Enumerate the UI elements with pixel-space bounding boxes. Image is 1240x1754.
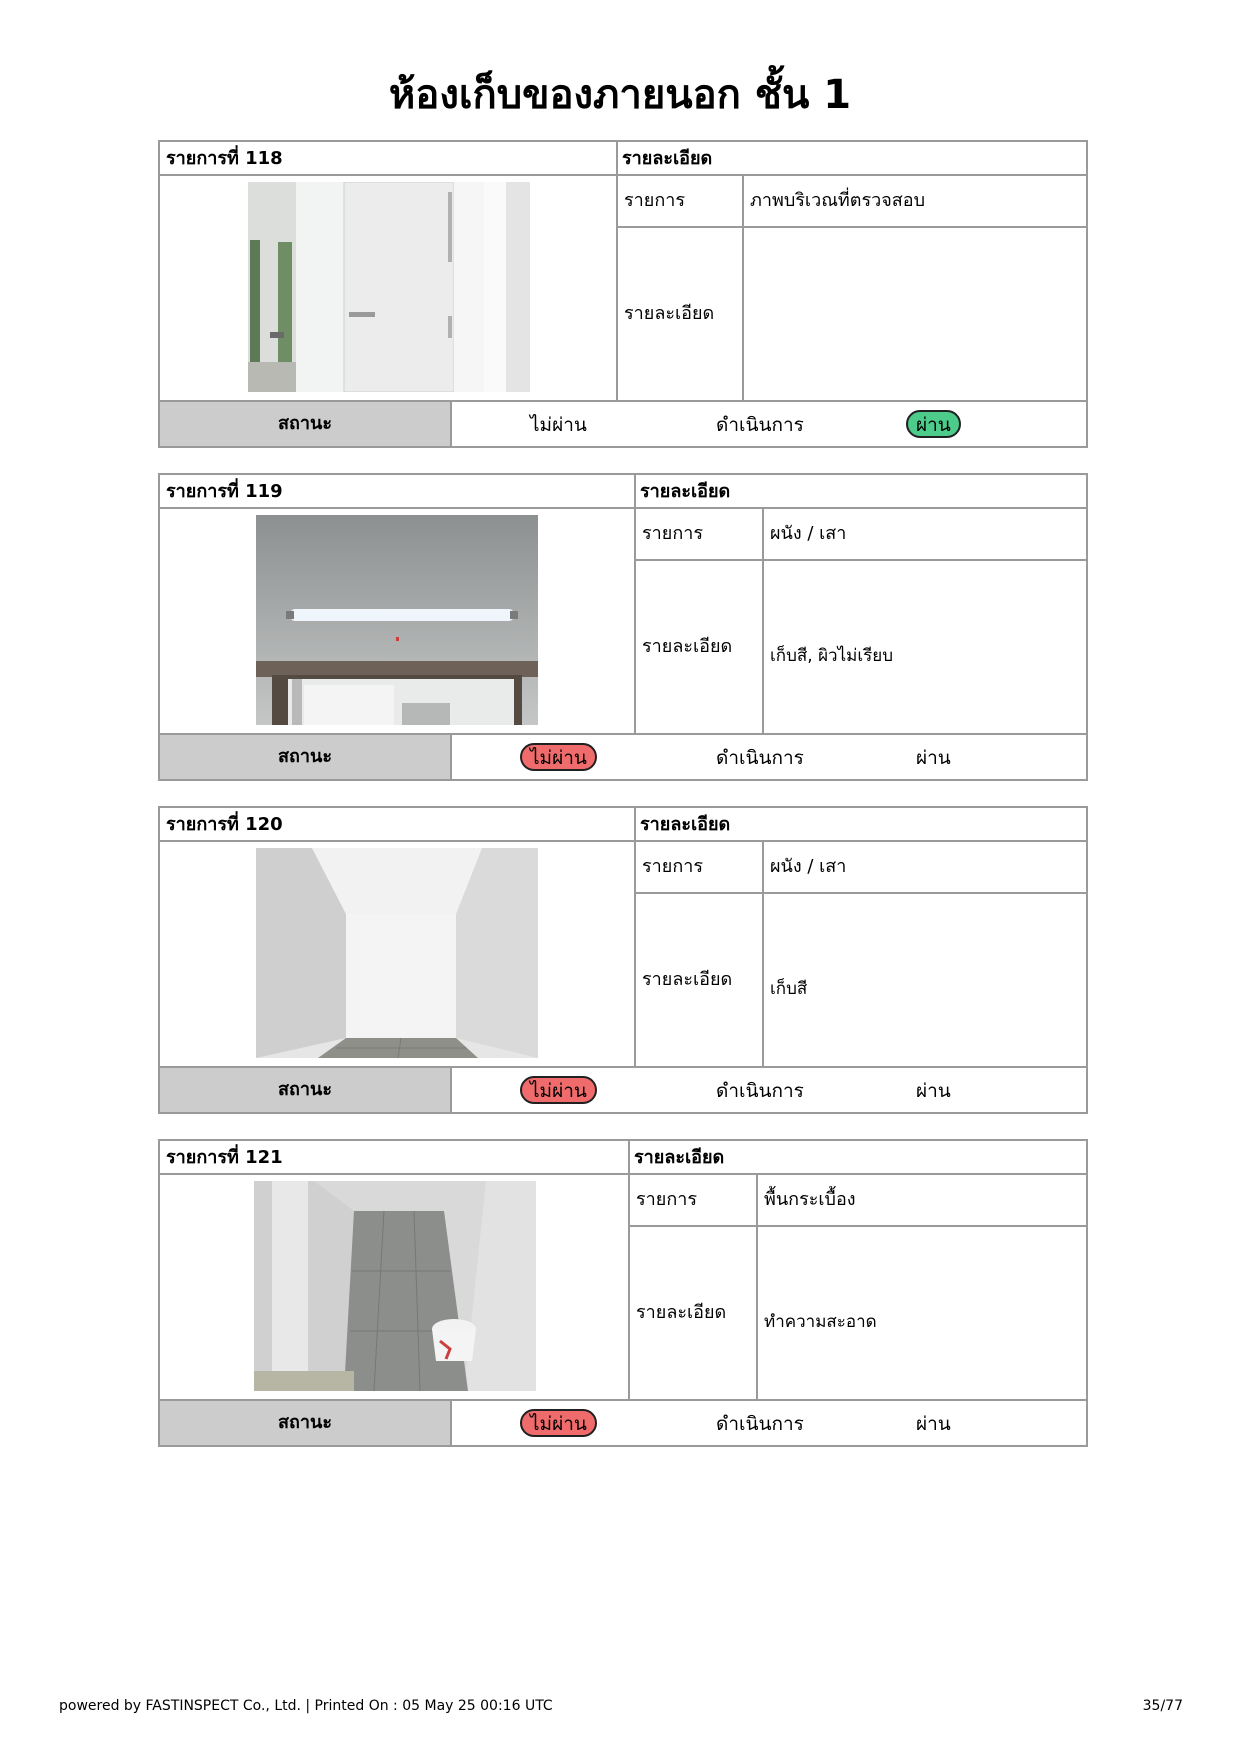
item-label: รายการ	[642, 523, 703, 544]
status-fail-option[interactable]: ไม่ผ่าน	[520, 743, 597, 771]
inspection-card-121	[158, 1139, 1088, 1447]
status-fail-option[interactable]: ไม่ผ่าน	[520, 1076, 597, 1104]
inspection-photo[interactable]	[256, 515, 538, 725]
status-in-progress-option[interactable]: ดำเนินการ	[716, 747, 804, 769]
status-label: สถานะ	[160, 402, 452, 446]
item-value: ภาพบริเวณที่ตรวจสอบ	[750, 190, 925, 211]
detail-value: เก็บสี, ผิวไม่เรียบ	[770, 646, 894, 666]
status-row	[160, 1399, 1086, 1445]
item-label: รายการ	[636, 1189, 697, 1210]
footer-printed-info: powered by FASTINSPECT Co., Ltd. | Printed On : 05 May 25 00:16 UTC	[59, 1698, 553, 1714]
inspection-card-118	[158, 140, 1088, 448]
card-header	[160, 808, 1086, 842]
inspection-photo[interactable]	[254, 1181, 536, 1391]
card-header	[160, 142, 1086, 176]
status-pass-option[interactable]: ผ่าน	[916, 1080, 951, 1102]
item-label: รายการ	[624, 190, 685, 211]
detail-header: รายละเอียด	[640, 481, 731, 502]
detail-label: รายละเอียด	[642, 969, 733, 990]
inspection-card-120	[158, 806, 1088, 1114]
page-number: 35/77	[1142, 1698, 1183, 1714]
status-pass-option[interactable]: ผ่าน	[906, 410, 961, 438]
detail-header: รายละเอียด	[640, 814, 731, 835]
inspection-card-119	[158, 473, 1088, 781]
detail-header: รายละเอียด	[634, 1147, 725, 1168]
status-label: สถานะ	[160, 735, 452, 779]
inspection-photo[interactable]	[256, 848, 538, 1058]
inspection-photo[interactable]	[248, 182, 530, 392]
card-header	[160, 475, 1086, 509]
item-value: ผนัง / เสา	[770, 856, 847, 877]
status-in-progress-option[interactable]: ดำเนินการ	[716, 1413, 804, 1435]
entry-number: รายการที่ 118	[166, 148, 283, 169]
detail-label: รายละเอียด	[642, 636, 733, 657]
entry-number: รายการที่ 119	[166, 481, 283, 502]
page-title: ห้องเก็บของภายนอก ชั้น 1	[388, 72, 852, 118]
status-label: สถานะ	[160, 1068, 452, 1112]
status-fail-option[interactable]: ไม่ผ่าน	[530, 414, 587, 436]
status-pass-option[interactable]: ผ่าน	[916, 747, 951, 769]
detail-label: รายละเอียด	[636, 1302, 727, 1323]
item-value: พื้นกระเบื้อง	[764, 1189, 856, 1210]
status-pass-option[interactable]: ผ่าน	[916, 1413, 951, 1435]
detail-value: เก็บสี	[770, 979, 808, 999]
status-row	[160, 733, 1086, 779]
detail-header: รายละเอียด	[622, 148, 713, 169]
status-label: สถานะ	[160, 1401, 452, 1445]
status-fail-option[interactable]: ไม่ผ่าน	[520, 1409, 597, 1437]
item-label: รายการ	[642, 856, 703, 877]
detail-label: รายละเอียด	[624, 303, 715, 324]
status-in-progress-option[interactable]: ดำเนินการ	[716, 1080, 804, 1102]
entry-number: รายการที่ 120	[166, 814, 283, 835]
card-header	[160, 1141, 1086, 1175]
status-in-progress-option[interactable]: ดำเนินการ	[716, 414, 804, 436]
status-row	[160, 400, 1086, 446]
item-value: ผนัง / เสา	[770, 523, 847, 544]
detail-value: ทำความสะอาด	[764, 1312, 877, 1332]
entry-number: รายการที่ 121	[166, 1147, 283, 1168]
status-row	[160, 1066, 1086, 1112]
detail-value	[744, 228, 750, 400]
